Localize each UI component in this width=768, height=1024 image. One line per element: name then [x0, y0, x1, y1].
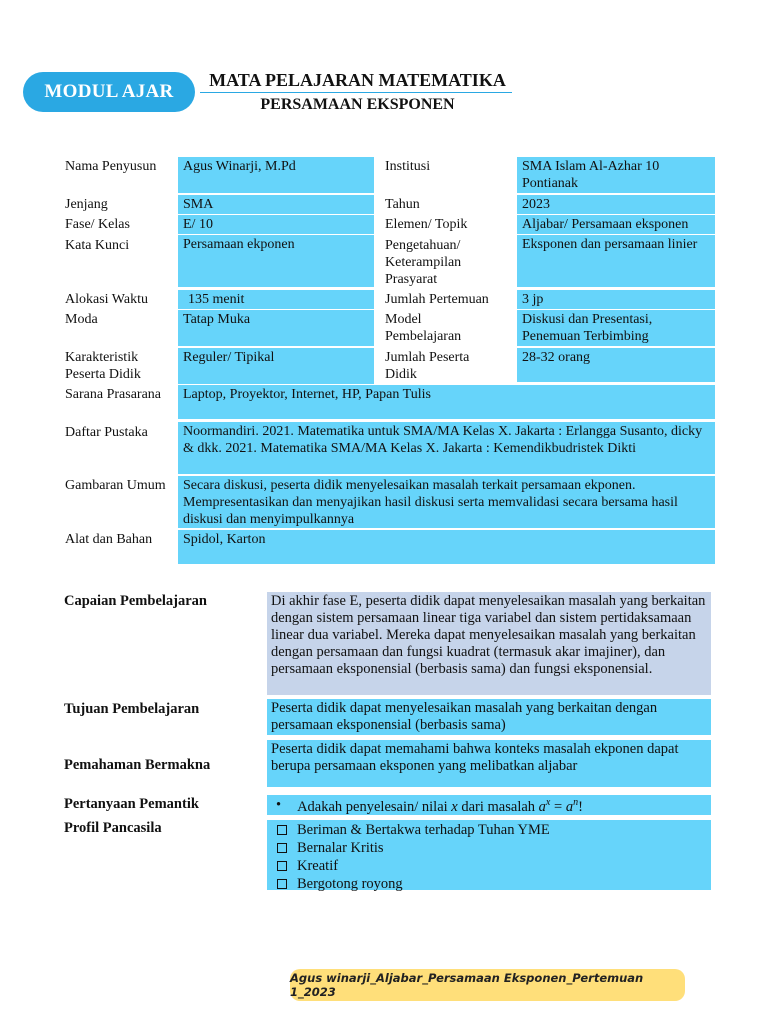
- pertanyaan-bullet: •: [276, 796, 282, 813]
- value-moda: Tatap Muka: [178, 310, 374, 346]
- label-model: Model Pembelajaran: [385, 312, 462, 344]
- checkbox-icon: [277, 879, 287, 889]
- label-sarana: Sarana Prasarana: [65, 387, 162, 402]
- value-fase: E/ 10: [178, 215, 374, 234]
- label-alokasi: Alokasi Waktu: [65, 292, 148, 307]
- value-jumlah-pertemuan: 3 jp: [517, 290, 715, 309]
- checkbox-icon: [277, 861, 287, 871]
- checkbox-icon: [277, 843, 287, 853]
- value-prasyarat: Eksponen dan persamaan linier: [517, 235, 715, 287]
- pemahaman-text: Peserta didik dapat memahami bahwa konteks masalah ekponen dapat berupa persamaan eksponen yang melibatkan aljabar: [267, 740, 711, 787]
- value-tahun: 2023: [517, 195, 715, 214]
- label-capaian: Capaian Pembelajaran: [64, 593, 207, 609]
- value-institusi: SMA Islam Al-Azhar 10 Pontianak: [517, 157, 715, 193]
- profil-item: Beriman & Bertakwa terhadap Tuhan YME: [271, 821, 707, 839]
- value-alat: Spidol, Karton: [178, 530, 715, 564]
- profil-box: [267, 820, 711, 890]
- subject-title: MATA PELAJARAN MATEMATIKA: [209, 70, 506, 90]
- tujuan-text: Peserta didik dapat menyelesaikan masalah yang berkaitan dengan persamaan eksponensial (berbasis sama): [267, 699, 711, 735]
- label-fase: Fase/ Kelas: [65, 217, 130, 232]
- label-moda: Moda: [65, 312, 98, 327]
- label-profil: Profil Pancasila: [64, 820, 162, 836]
- label-pertanyaan: Pertanyaan Pemantik: [64, 796, 199, 812]
- value-model: Diskusi dan Presentasi, Penemuan Terbimbing: [517, 310, 715, 346]
- value-jumlah-peserta: 28-32 orang: [517, 348, 715, 382]
- label-tahun: Tahun: [385, 197, 420, 212]
- label-elemen: Elemen/ Topik: [385, 217, 468, 232]
- value-gambaran: Secara diskusi, peserta didik menyelesaikan masalah terkait persamaan ekponen. Mempresentasikan dan menyajikan hasil diskusi serta memvalidasi secara bersama hasil diskusi dan menyimpulkannya: [178, 476, 715, 528]
- value-sarana: Laptop, Proyektor, Internet, HP, Papan Tulis: [178, 385, 715, 419]
- topic-title: PERSAMAAN EKSPONEN: [260, 96, 455, 113]
- label-jumlah-peserta: Jumlah Peserta Didik: [385, 350, 470, 382]
- value-alokasi: 135 menit: [178, 290, 374, 309]
- value-nama-penyusun: Agus Winarji, M.Pd: [178, 157, 374, 193]
- label-prasyarat: Pengetahuan/ Keterampilan Prasyarat: [385, 238, 462, 287]
- value-elemen: Aljabar/ Persamaan eksponen: [517, 215, 715, 234]
- value-pustaka: Noormandiri. 2021. Matematika untuk SMA/MA Kelas X. Jakarta : Erlangga Susanto, dicky & dkk. 2021. Matematika SMA/MA Kelas X. Jakarta : Kemendikbudristek Dikti: [178, 422, 715, 474]
- label-jumlah-pertemuan: Jumlah Pertemuan: [385, 292, 489, 307]
- pertanyaan-box: [267, 795, 711, 815]
- profil-item: Kreatif: [271, 857, 707, 875]
- label-karakteristik: Karakteristik Peserta Didik: [65, 350, 141, 382]
- profil-item: Bernalar Kritis: [271, 839, 707, 857]
- label-pemahaman: Pemahaman Bermakna: [64, 757, 211, 773]
- value-kata-kunci: Persamaan ekponen: [178, 235, 374, 287]
- pertanyaan-text: Adakah penyelesain/ nilai x dari masalah $a^x = a^n$!: [297, 797, 583, 815]
- label-gambaran: Gambaran Umum: [65, 478, 166, 493]
- footer-label: Agus winarji_Aljabar_Persamaan Eksponen_Pertemuan 1_2023: [290, 969, 685, 1001]
- label-jenjang: Jenjang: [65, 197, 108, 212]
- value-karakteristik: Reguler/ Tipikal: [178, 348, 374, 384]
- label-nama-penyusun: Nama Penyusun: [65, 159, 157, 174]
- value-jenjang: SMA: [178, 195, 374, 214]
- label-kata-kunci: Kata Kunci: [65, 238, 130, 253]
- label-alat: Alat dan Bahan: [65, 532, 153, 547]
- capaian-text: Di akhir fase E, peserta didik dapat menyelesaikan masalah yang berkaitan dengan sistem persamaan linear tiga variabel dan sistem pertidaksamaan linear dua variabel. Mereka dapat menyelesaikan masalah yang berkaitan dengan persamaan dan fungsi kuadrat (termasuk akar imajiner), dan persamaan eksponensial (berbasis sama) dan fungsi eksponensial.: [267, 592, 711, 695]
- label-tujuan: Tujuan Pembelajaran: [64, 701, 200, 717]
- title-divider: [200, 92, 512, 93]
- modul-ajar-badge: MODUL AJAR: [23, 72, 195, 112]
- label-institusi: Institusi: [385, 159, 431, 174]
- checkbox-icon: [277, 825, 287, 835]
- label-pustaka: Daftar Pustaka: [65, 425, 148, 440]
- profil-item: Bergotong royong: [271, 875, 707, 893]
